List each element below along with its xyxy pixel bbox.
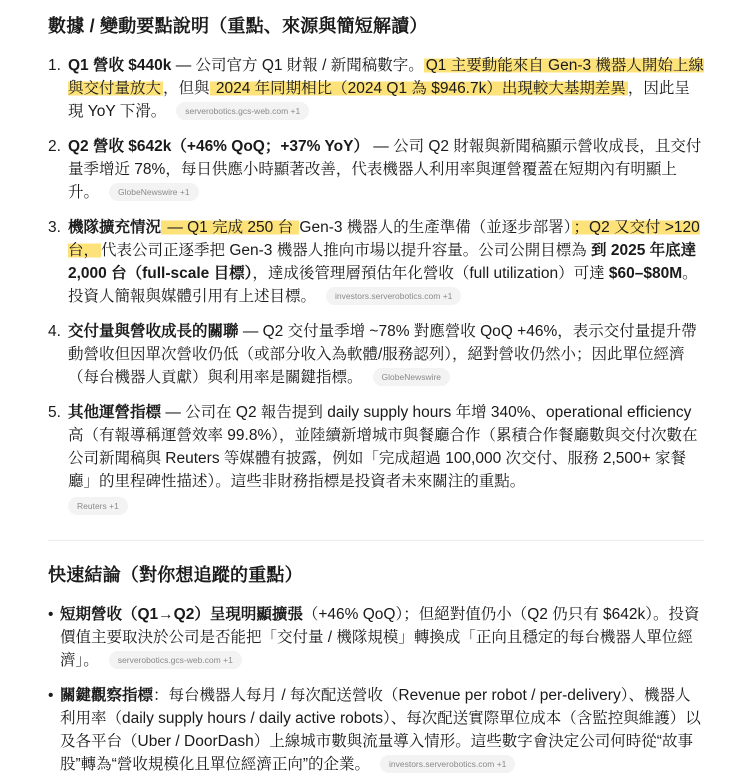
citation-chip[interactable]: investors.serverobotics.com +1 (380, 755, 515, 773)
item-lead: 短期營收（Q1→Q2）呈現明顯擴張 (60, 606, 303, 623)
item-text: ，達成後管理層預估年化營收（full utilization）可達 (252, 265, 609, 282)
data-points-list (48, 54, 704, 518)
item-text: — 公司在 Q2 報告提到 daily supply hours 年增 340%、operational efficiency 高（有報導稱運營效率 99.8%），並陸續新增城市與餐廳合作（累積合作餐廳數與交付次數在公司新聞稿與 Reuters 等媒體有披露，例如「完成超過 100,000 次交付、服務 2,500+ 家餐廳」的里程碑性描述）。這些非財務指標是投資者未來關注的重點。 (68, 404, 698, 490)
list-number: 5. (48, 404, 61, 421)
highlighted-text: — Q1 完成 250 台 (163, 219, 298, 236)
citation-chip[interactable]: Reuters +1 (68, 497, 128, 515)
item-text: — 公司官方 Q1 財報 / 新聞稿數字。 (171, 57, 424, 74)
bold-text: $60–$80M (608, 265, 683, 282)
item-lead: 機隊擴充情況 (68, 219, 162, 236)
citation-chip[interactable]: investors.serverobotics.com +1 (326, 287, 461, 305)
item-lead: 交付量與營收成長的關聯 (68, 323, 239, 340)
item-lead: 其他運營指標 (68, 404, 162, 421)
item-text: ：每台機器人每月 / 每次配送營收（Revenue per robot / per-delivery）、機器人利用率（daily supply hours / daily active robots）、每次配送實際單位成本（含監控與維護）以及各平台（Uber / DoorDash）上線城市數與流量導入情形。這些數字會決定公司何時從“故事股”轉為“營收規模化且單位經濟正向”的企業。 (60, 687, 701, 773)
highlighted-text: Q1 主要動能來自 Gen-3 機器人開始上線與交付量放大 (68, 57, 704, 97)
list-item-short-term-revenue (48, 603, 704, 672)
list-item-q1-revenue (48, 54, 704, 123)
item-lead: Q2 營收 $642k（+46% QoQ；+37% YoY） (68, 138, 369, 155)
item-lead: 關鍵觀察指標 (60, 687, 154, 704)
list-number: 3. (48, 219, 61, 236)
list-number: 2. (48, 138, 61, 155)
citation-chip[interactable]: serverobotics.gcs-web.com +1 (176, 102, 309, 120)
citation-chip[interactable]: serverobotics.gcs-web.com +1 (109, 651, 242, 669)
section-title-data-points: 數據 / 變動要點說明（重點、來源與簡短解讀） (48, 16, 428, 36)
item-text: — 公司 Q2 財報與新聞稿顯示營收成長，且交付量季增近 78%，每日供應小時顯著改善，代表機器人利用率與運營覆蓋在短期內有明顯上升。 (68, 138, 702, 201)
highlighted-text: 2024 年同期相比（2024 Q1 為 $946.7k）出現較大基期差異 (211, 80, 626, 97)
item-text: ，但與 (163, 80, 210, 97)
list-item-q2-revenue (48, 135, 704, 204)
item-text: （+46% QoQ）；但絕對值仍小（Q2 仍只有 $642k）。投資價值主要取決於公司是否能把「交付量 / 機隊規模」轉換成「正向且穩定的每台機器人單位經濟」。 (60, 606, 700, 669)
bold-text: 到 2025 年底達 2,000 台（full-scale 目標） (68, 242, 697, 282)
conclusion-list (48, 603, 704, 776)
bullet-icon: • (48, 606, 54, 623)
list-item-key-metrics (48, 684, 704, 776)
highlighted-text: ；Q2 又交付 >120 台， (68, 219, 700, 259)
item-text: 代表公司正逐季把 Gen-3 機器人推向市場以提升容量。公司公開目標為 (101, 242, 592, 259)
list-number: 1. (48, 57, 61, 74)
list-item-fleet-expansion (48, 216, 704, 308)
list-item-other-metrics (48, 401, 704, 518)
item-text: ，因此呈現 YoY 下滑。 (68, 80, 690, 120)
section-divider (48, 540, 704, 541)
item-text: Gen-3 機器人的生產準備（並逐步部署） (299, 219, 572, 236)
section-title-quick-conclusion: 快速結論（對你想追蹤的重點） (48, 565, 303, 585)
item-text: 。投資人簡報與媒體引用有上述目標。 (68, 265, 698, 305)
list-number: 4. (48, 323, 61, 340)
citation-chip[interactable]: GlobeNewswire +1 (109, 183, 199, 201)
list-item-delivery-revenue-link (48, 320, 704, 389)
bullet-icon: • (48, 687, 54, 704)
item-text: — Q2 交付量季增 ~78% 對應營收 QoQ +46%，表示交付量提升帶動營收但因單次營收仍低（或部分收入為軟體/服務認列），絕對營收仍然小；因此單位經濟（每台機器人貢獻）與利用率是關鍵指標。 (68, 323, 697, 386)
item-lead: Q1 營收 $440k (68, 57, 172, 74)
citation-chip[interactable]: GlobeNewswire (373, 368, 451, 386)
